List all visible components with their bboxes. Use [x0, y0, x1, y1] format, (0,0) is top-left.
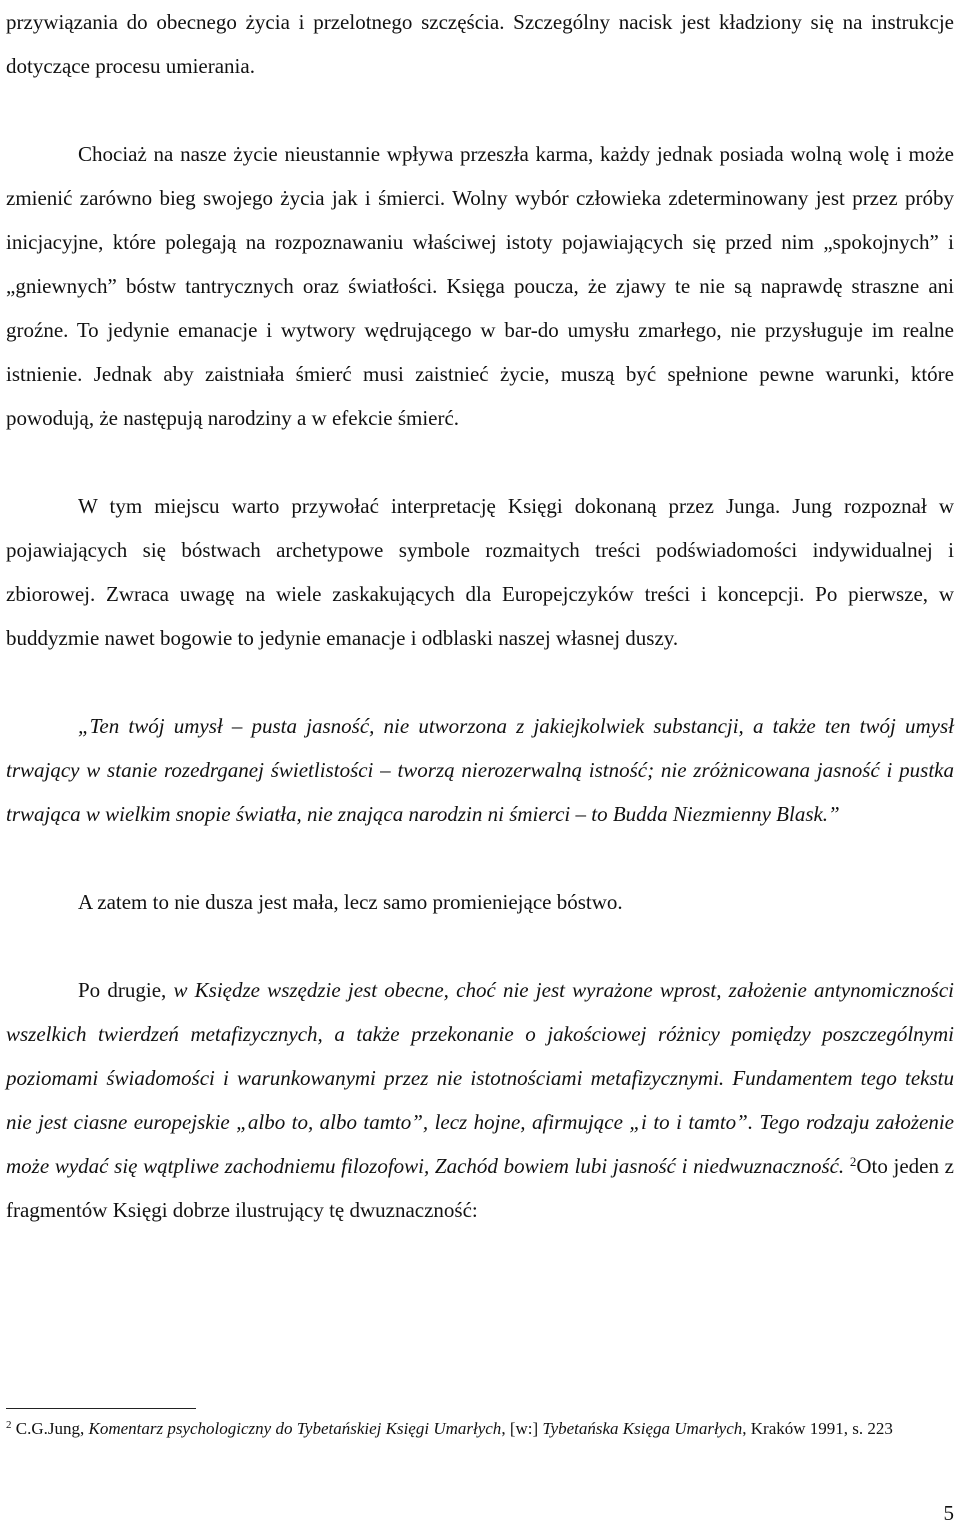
footnote-number: 2: [6, 1419, 12, 1431]
footnote-mid: , [w:]: [501, 1419, 543, 1438]
document-page: [6, 0, 954, 1232]
paragraph-gap: [6, 440, 954, 484]
block-quote: „Ten twój umysł – pusta jasność, nie utworzona z jakiejkolwiek substancji, a także ten twój umysł trwający w stanie rozedrganej świetlistości – tworzą nierozerwalną istność; nie zróżnicowana jasność i pustka trwająca w wielkim snopie światła, nie znająca narodzin ni śmierci – to Budda Niezmienny Blask.”: [6, 714, 954, 826]
paragraph-gap: [6, 924, 954, 968]
footnote: [6, 1416, 930, 1441]
page-number: 5: [943, 1501, 954, 1525]
paragraph-gap: [6, 88, 954, 132]
paragraph-gap: [6, 660, 954, 704]
paragraph-gap: [6, 836, 954, 880]
paragraph-conclusion: A zatem to nie dusza jest mała, lecz samo promieniejące bóstwo.: [78, 890, 623, 914]
footnote-separator: [6, 1408, 196, 1409]
footnote-source: Tybetańska Księga Umarłych: [542, 1419, 743, 1438]
footnote-title: Komentarz psychologiczny do Tybetańskiej Księgi Umarłych: [88, 1419, 502, 1438]
paragraph-karma-free-will: Chociaż na nasze życie nieustannie wpływa przeszła karma, każdy jednak posiada wolną wolę i może zmienić zarówno bieg swojego życia jak i śmierci. Wolny wybór człowieka zdeterminowany jest przez próby inicjacyjne, które polegają na rozpoznawaniu właściwej istoty pojawiających się przed nim „spokojnych” i „gniewnych” bóstw tantrycznych oraz światłości. Księga poucza, że zjawy te nie są naprawdę straszne ani groźne. To jedynie emanacje i wytwory wędrującego w bar-do umysłu zmarłego, nie przysługuje im realne istnienie. Jednak aby zaistniała śmierć musi zaistnieć życie, muszą być spełnione pewne warunki, które powodują, że następują narodziny a w efekcie śmierć.: [6, 142, 954, 430]
paragraph-jung-interpretation: W tym miejscu warto przywołać interpretację Księgi dokonaną przez Junga. Jung rozpoznał w pojawiających się bóstwach archetypowe symbole rozmaitych treści podświadomości indywidualnej i zbiorowej. Zwraca uwagę na wiele zaskakujących dla Europejczyków treści i koncepcji. Po pierwsze, w buddyzmie nawet bogowie to jedynie emanacje i odblaski naszej własnej duszy.: [6, 494, 954, 650]
paragraph-lead: Po drugie,: [78, 978, 174, 1002]
footnote-author: C.G.Jung,: [15, 1419, 89, 1438]
footnote-reference[interactable]: 2: [849, 1154, 857, 1169]
paragraph-continuation: przywiązania do obecnego życia i przelotnego szczęścia. Szczególny nacisk jest kładziony się na instrukcje dotyczące procesu umierania.: [6, 10, 954, 78]
paragraph-antinomy: [6, 968, 954, 1232]
paragraph-italic-passage: w Księdze wszędzie jest obecne, choć nie jest wyrażone wprost, założenie antynomiczności wszelkich twierdzeń metafizycznych, a także przekonanie o jakościowej różnicy pomiędzy poszczególnymi poziomami świadomości i warunkowanymi przez nie istotnościami metafizycznymi. Fundamentem tego tekstu nie jest ciasne europejskie „albo to, albo tamto”, lecz hojne, afirmujące „i to i tamto”. Tego rodzaju założenie może wydać się wątpliwe zachodniemu filozofowi, Zachód bowiem lubi jasność i niedwuznaczność.: [6, 978, 955, 1178]
paragraph-tail: Oto jeden z fragmentów Księgi dobrze ilustrujący tę dwuznaczność:: [6, 1154, 954, 1222]
footnote-tail: , Kraków 1991, s. 223: [742, 1419, 893, 1438]
